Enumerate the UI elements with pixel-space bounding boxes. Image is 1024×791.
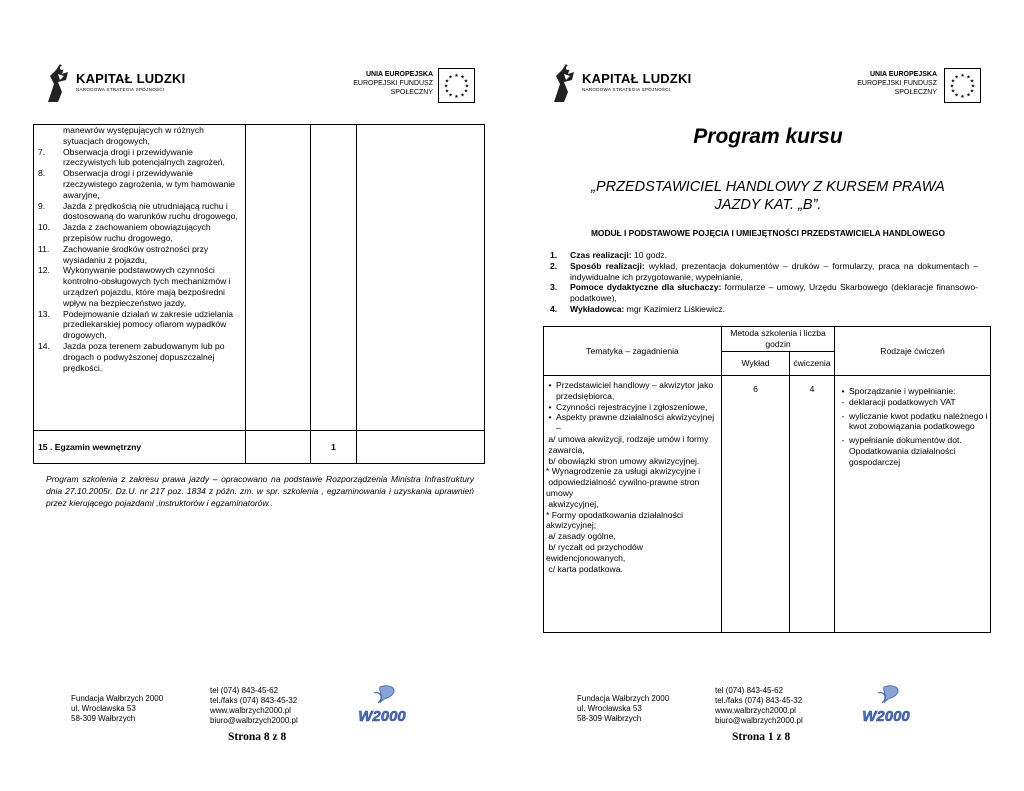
legal-note: Program szkolenia z zakresu prawa jazdy – opracowano na podstawie Rozporządzenia Ministra Infrastruktury dnia 27.10.2005r. Dz.U. nr 217 poz. 1834 z późn. zm. w spr. szkolenia , egzaminowania i uzyskania uprawnień przez kierującego pojazdami ,instruktorów i egzaminatorów.. xyxy=(46,474,474,508)
topics-list xyxy=(34,125,245,373)
item-number: 13. xyxy=(38,308,50,319)
info-item xyxy=(550,304,978,315)
eu-text xyxy=(844,70,937,97)
eu-flag-icon xyxy=(944,68,981,103)
bullet-text: Czynności rejestracyjne i zgłoszeniowe, xyxy=(556,401,708,412)
subtitle-line1: „PRZEDSTAWICIEL HANDLOWY Z KURSEM PRAWA xyxy=(591,179,945,195)
svg-text:★: ★ xyxy=(448,92,453,99)
item-text: Obserwacja drogi i przewidywanie rzeczywistych lub potencjalnych zagrożeń, xyxy=(63,146,225,168)
svg-text:★: ★ xyxy=(463,88,469,95)
item-label: Pomoce dydaktyczne dla słuchaczy: xyxy=(570,282,722,293)
svg-text:★: ★ xyxy=(464,83,470,90)
footer-contact xyxy=(715,686,803,726)
dash-icon: - xyxy=(841,435,845,446)
bullet-text: Aspekty prawne działalności akwizycyjnej – xyxy=(556,412,715,434)
empty-cell xyxy=(311,125,357,431)
topics-bullets xyxy=(544,380,721,434)
eu-line3: SPOŁECZNY xyxy=(894,89,937,96)
item-number: 4. xyxy=(550,303,558,314)
page-number: Strona 8 z 8 xyxy=(228,731,287,743)
topic-line: a/ umowa akwizycji, rodzaje umów i formy xyxy=(546,433,709,444)
exercise-hours: 4 xyxy=(790,376,835,633)
eu-flag-icon xyxy=(438,68,475,103)
kl-title: KAPITAŁ LUDZKI xyxy=(582,70,692,86)
item-number: 11. xyxy=(38,243,50,254)
sub-text: wypełnianie dokumentów dot. Opodatkowania działalności gospodarczej xyxy=(849,435,962,467)
footer-address xyxy=(577,694,669,724)
item-text: Obserwacja drogi i przewidywanie rzeczywistego zagrożenia, w tym hamowanie awaryjne, xyxy=(63,168,235,200)
info-item xyxy=(550,250,978,261)
topics-lines xyxy=(544,434,721,574)
topic-line: * Formy opodatkowania działalności akwizycyjnej; xyxy=(546,509,686,531)
item-body xyxy=(570,261,978,283)
item-text: Zachowanie środków ostrożności przy wysiadaniu z pojazdu, xyxy=(63,243,209,265)
item-number: 10. xyxy=(38,222,50,233)
footer-address xyxy=(71,694,163,724)
topic-line: * Wynagrodzenie za usługi akwizycyjne i xyxy=(546,466,701,477)
svg-text:★: ★ xyxy=(950,88,956,95)
bullet-text: Przedstawiciel handlowy – akwizytor jako przedsiębiorca, xyxy=(556,380,714,401)
svg-text:★: ★ xyxy=(966,92,971,99)
list-item xyxy=(34,309,245,341)
table-row xyxy=(34,125,485,431)
footer-city: 58-309 Wałbrzych xyxy=(577,714,642,723)
bullet-icon: • xyxy=(548,380,552,390)
col-exercises-header: ćwiczenia xyxy=(790,352,835,376)
item-text: 10 godz. xyxy=(631,250,667,260)
topic-line: a/ zasady ogólne, xyxy=(546,531,616,542)
kapital-ludzki-logo xyxy=(44,62,185,102)
item-text: formularze – umowy, Urzędu Skarbowego (deklaracje finansowo-podatkowe), xyxy=(570,282,978,304)
svg-text:★: ★ xyxy=(454,94,459,100)
footer-org: Fundacja Wałbrzych 2000 xyxy=(71,694,164,703)
types-subs xyxy=(837,397,990,468)
topic-line: akwizycyjnej, xyxy=(546,498,599,509)
item-body xyxy=(570,304,725,315)
list-item xyxy=(34,222,245,244)
list-item xyxy=(837,397,990,408)
empty-cell xyxy=(357,125,485,431)
list-item xyxy=(34,341,245,373)
topic-line: odpowiedzialność cywilno-prawne stron umowy xyxy=(546,477,702,498)
item-number: 1. xyxy=(550,250,558,260)
item-text: Wykonywanie podstawowych czynności kontrolno-obsługowych tych mechanizmów i urządzeń pojazdu, które mają bezpośredni wpływ na bezpieczeństwo jazdy, xyxy=(63,265,231,308)
exercise-types-cell xyxy=(835,376,991,633)
svg-text:★: ★ xyxy=(444,88,450,95)
list-item xyxy=(837,435,990,467)
bullet-icon: • xyxy=(841,386,845,396)
item-text: wykład, prezentacja dokumentów – druków – formularzy, praca na dokumentach – indywidualne ich przygotowanie, wypełnianie, xyxy=(570,260,978,282)
svg-text:★: ★ xyxy=(443,83,449,90)
bullet-icon: • xyxy=(548,412,552,423)
svg-text:★: ★ xyxy=(448,74,453,81)
svg-text:★: ★ xyxy=(966,74,971,81)
eu-line2: EUROPEJSKI FUNDUSZ xyxy=(353,80,433,87)
exam-label: 15 . Egzamin wewnętrzny xyxy=(34,431,246,464)
module-heading: MODUŁ I PODSTAWOWE POJĘCIA I UMIEJĘTNOŚCI PRZEDSTAWICIELA HANDLOWEGO xyxy=(590,228,946,238)
svg-text:★: ★ xyxy=(460,74,465,81)
item-text: mgr Kazimierz Liśkiewicz. xyxy=(624,303,726,314)
eu-line1: UNIA EUROPEJSKA xyxy=(365,71,433,78)
svg-text:★: ★ xyxy=(969,88,975,95)
w2000-logo xyxy=(350,683,414,725)
item-text: Jazda z zachowaniem obowiązujących przepisów ruchu drogowego, xyxy=(63,222,211,243)
table-row xyxy=(34,431,485,464)
footer-www[interactable]: www.walbrzych2000.pl xyxy=(715,706,796,715)
kapital-ludzki-emblem-icon xyxy=(550,62,576,102)
footer-street: ul. Wrocławska 53 xyxy=(71,704,136,713)
empty-cell xyxy=(357,431,485,464)
types-main: Sporządzanie i wypełnianie: xyxy=(849,386,956,396)
item-number: 9. xyxy=(38,200,46,211)
kl-subtitle: NARODOWA STRATEGIA SPÓJNOŚCI xyxy=(76,86,165,92)
item-number: 8. xyxy=(38,168,46,179)
list-item xyxy=(544,402,721,413)
course-schedule-table xyxy=(543,326,991,633)
item-text: Podejmowanie działań w zakresie udzielania przedlekarskiej pomocy ofiarom wypadków drogowych, xyxy=(63,308,234,341)
list-item xyxy=(837,411,990,433)
dash-icon: - xyxy=(841,396,845,407)
info-item xyxy=(550,261,978,283)
footer-city: 58-309 Wałbrzych xyxy=(71,714,136,723)
item-number: 3. xyxy=(550,282,558,293)
footer-street: ul. Wrocławska 53 xyxy=(577,704,642,713)
page-number: Strona 1 z 8 xyxy=(732,731,791,743)
dash-icon: - xyxy=(841,410,845,421)
col-method-header: Metoda szkolenia i liczba godzin xyxy=(722,327,835,352)
item-number: 12. xyxy=(38,265,50,276)
footer-tel: tel (074) 843-45-62 xyxy=(715,686,784,695)
course-info-list xyxy=(550,250,978,315)
svg-text:★: ★ xyxy=(463,78,469,85)
svg-text:★: ★ xyxy=(444,78,450,85)
kl-subtitle: NARODOWA STRATEGIA SPÓJNOŚCI xyxy=(582,86,671,92)
kapital-ludzki-logo xyxy=(550,62,691,102)
page-title: Program kursu xyxy=(693,125,843,148)
footer-tel: tel (074) 843-45-62 xyxy=(210,686,279,695)
list-item xyxy=(837,386,990,397)
sub-text: wyliczanie kwot podatku należnego i kwot zobowiązania podatkowego xyxy=(849,410,988,432)
list-item xyxy=(34,201,245,223)
kl-title: KAPITAŁ LUDZKI xyxy=(76,70,186,86)
table-header-row xyxy=(544,327,991,352)
col-topics-header: Tematyka – zagadnienia xyxy=(544,327,722,376)
eu-line2: EUROPEJSKI FUNDUSZ xyxy=(857,80,937,87)
empty-cell xyxy=(246,125,311,431)
svg-text:★: ★ xyxy=(950,78,956,85)
item-label: Wykładowca: xyxy=(570,303,625,314)
item-text: Jazda poza terenem zabudowanym lub po drogach o podwyższonej dopuszczalnej prędkości. xyxy=(63,340,225,373)
item-number: 2. xyxy=(550,260,558,271)
table-row xyxy=(544,376,991,633)
driving-topics-table xyxy=(33,124,485,464)
eu-text xyxy=(340,70,433,97)
eu-line1: UNIA EUROPEJSKA xyxy=(869,71,937,78)
list-item xyxy=(34,168,245,200)
svg-text:★: ★ xyxy=(460,92,465,99)
info-item xyxy=(550,282,978,304)
list-item xyxy=(544,412,721,434)
sub-text: deklaracji podatkowych VAT xyxy=(849,396,956,407)
w2000-logo-text: W2000 xyxy=(862,708,910,725)
topics-cell xyxy=(544,376,722,633)
svg-text:★: ★ xyxy=(954,74,959,81)
subtitle-line2: JAZDY KAT. „B”. xyxy=(714,197,822,213)
svg-text:★: ★ xyxy=(960,94,965,100)
svg-text:★: ★ xyxy=(954,92,959,99)
svg-text:★: ★ xyxy=(970,83,976,90)
item-text: Jazda z prędkością nie utrudniającą ruchu i dostosowaną do warunków ruchu drogowego, xyxy=(63,200,238,222)
eu-line3: SPOŁECZNY xyxy=(390,89,433,96)
item-body xyxy=(570,250,667,261)
item-number: 14. xyxy=(38,340,50,351)
footer-org: Fundacja Wałbrzych 2000 xyxy=(577,694,670,703)
item-label: Czas realizacji: xyxy=(570,250,632,260)
list-item xyxy=(34,125,245,147)
topic-line: c/ karta podatkowa. xyxy=(546,563,623,574)
topic-line: zawarcia, xyxy=(546,444,585,455)
item-label: Sposób realizacji: xyxy=(570,260,645,271)
svg-text:★: ★ xyxy=(960,73,965,79)
col-types-header: Rodzaje ćwiczeń xyxy=(835,327,991,376)
topic-line: b/ obowiązki stron umowy akwizycyjnej. xyxy=(546,455,700,466)
col-lecture-header: Wykład xyxy=(722,352,790,376)
list-item xyxy=(34,147,245,169)
item-number xyxy=(34,125,63,147)
w2000-logo-text: W2000 xyxy=(358,708,406,725)
item-body xyxy=(570,282,978,304)
kapital-ludzki-emblem-icon xyxy=(44,62,70,102)
topic-line: b/ ryczałt od przychodów ewidencjonowanych, xyxy=(546,541,646,563)
topics-cell xyxy=(34,125,246,431)
bullet-icon: • xyxy=(548,401,552,412)
item-number: 7. xyxy=(38,146,46,157)
footer-email[interactable]: biuro@walbrzych2000.pl xyxy=(210,716,298,725)
exam-value: 1 xyxy=(311,431,357,464)
right-page xyxy=(512,0,1024,791)
footer-email[interactable]: biuro@walbrzych2000.pl xyxy=(715,716,803,725)
empty-cell xyxy=(246,431,311,464)
svg-text:★: ★ xyxy=(454,73,459,79)
list-item xyxy=(34,244,245,266)
item-text: manewrów występujących w różnych sytuacjach drogowych, xyxy=(63,125,204,146)
svg-text:★: ★ xyxy=(969,78,975,85)
footer-contact xyxy=(210,686,298,726)
list-item xyxy=(34,265,245,308)
course-subtitle xyxy=(512,178,1024,214)
list-item xyxy=(544,380,721,402)
w2000-logo xyxy=(854,683,918,725)
footer-www[interactable]: www.walbrzych2000.pl xyxy=(210,706,291,715)
lecture-hours: 6 xyxy=(722,376,790,633)
footer-fax: tel./faks (074) 843-45-32 xyxy=(715,696,803,705)
footer-fax: tel./faks (074) 843-45-32 xyxy=(210,696,298,705)
svg-text:★: ★ xyxy=(949,83,955,90)
